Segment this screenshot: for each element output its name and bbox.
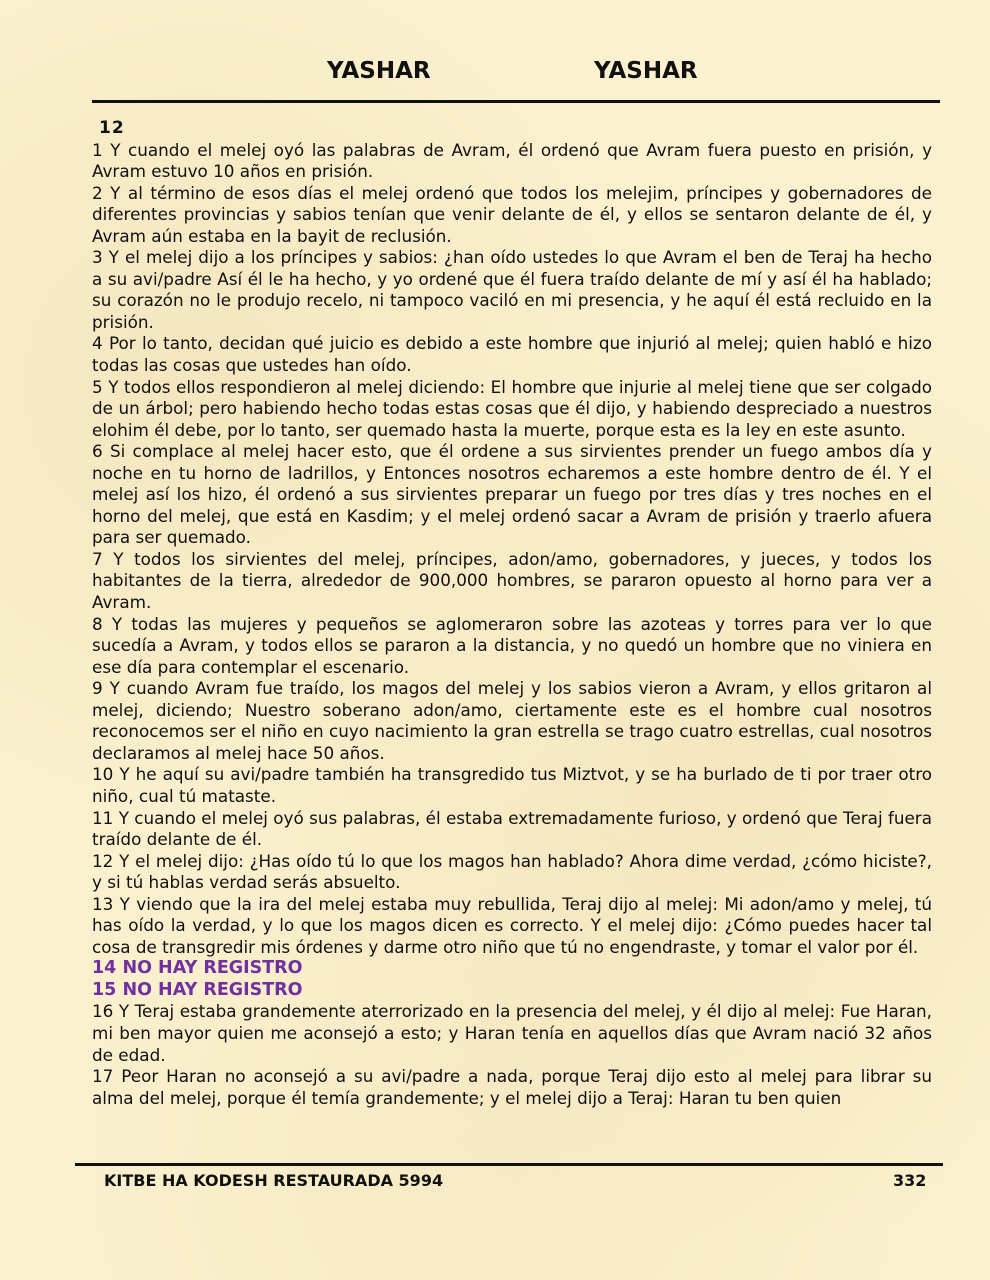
header-title-left: YASHAR <box>327 58 431 84</box>
verse: 16 Y Teraj estaba grandemente aterrorizado en la presencia del melej, y él dijo al melej: Fue Haran, mi ben mayor quien me aconsejó a esto; y Haran tenía en aquellos días que Avram nació 32 años de edad. <box>92 1001 932 1065</box>
page-header <box>0 58 990 92</box>
verse: 10 Y he aquí su avi/padre también ha transgredido tus Miztvot, y se ha burlado de ti por traer otro niño, cual tú mataste. <box>92 764 932 806</box>
page-number: 332 <box>893 1171 927 1190</box>
no-record-notice: 14 NO HAY REGISTRO <box>92 958 303 979</box>
verse: 7 Y todos los sirvientes del melej, príncipes, adon/amo, gobernadores, y jueces, y todos los habitantes de la tierra, alrededor de 900,000 hombres, se pararon opuesto al horno para ver a Avram. <box>92 548 932 613</box>
verse: 4 Por lo tanto, decidan qué juicio es debido a este hombre que injurió al melej; quien habló e hizo todas las cosas que ustedes han oído. <box>92 333 932 376</box>
footer-divider <box>75 1163 943 1166</box>
verse: 12 Y el melej dijo: ¿Has oído tú lo que los magos han hablado? Ahora dime verdad, ¿cómo hiciste?, y si tú hablas verdad serás absuelto. <box>92 850 932 893</box>
verse: 3 Y el melej dijo a los príncipes y sabios: ¿han oído ustedes lo que Avram el ben de Teraj ha hecho a su avi/padre Así él le ha hecho, y yo ordené que él fuera traído delante de mí y así él ha hablado; su corazón no le produjo recelo, ni tampoco vaciló en mi presencia, y he aquí él está recluido en la prisión. <box>92 247 932 332</box>
verse: 1 Y cuando el melej oyó las palabras de Avram, él ordenó que Avram fuera puesto en prisión, y Avram estuvo 10 años en prisión. <box>92 139 932 182</box>
chapter-number: 12 <box>99 118 125 138</box>
verse: 5 Y todos ellos respondieron al melej diciendo: El hombre que injurie al melej tiene que ser colgado de un árbol; pero habiendo hecho todas estas cosas que él dijo, y habiendo despreciado a nuestros elohim él debe, por lo tanto, ser quemado hasta la muerte, porque esta es la ley en este asunto. <box>92 376 932 440</box>
header-title-right: YASHAR <box>594 58 698 84</box>
header-divider <box>92 100 940 103</box>
no-record-notice: 15 NO HAY REGISTRO <box>92 979 303 1000</box>
verse: 6 Si complace al melej hacer esto, que él ordene a sus sirvientes prender un fuego ambos día y noche en tu horno de ladrillos, y Entonces nosotros echaremos a este hombre dentro de él. Y el melej así los hizo, él ordenó a sus sirvientes preparar un fuego por tres días y tres noches en el horno del melej, que está en Kasdim; y el melej ordenó sacar a Avram de prisión y traerlo afuera para ser quemado. <box>92 441 932 548</box>
verse: 9 Y cuando Avram fue traído, los magos del melej y los sabios vieron a Avram, y ellos gritaron al melej, diciendo; Nuestro soberano adon/amo, ciertamente este es el hombre cual nosotros reconocemos ser el niño en cuyo nacimiento la gran estrella se trago cuatro estrellas, cual nosotros declaramos al melej hace 50 años. <box>92 678 932 763</box>
verse: 2 Y al término de esos días el melej ordenó que todos los melejim, príncipes y gobernadores de diferentes provincias y sabios tenían que venir delante de él, y ellos se sentaron delante de él, y Avram aún estaba en la bayit de reclusión. <box>92 182 932 246</box>
footer-book-title: KITBE HA KODESH RESTAURADA 5994 <box>104 1171 444 1190</box>
chapter-content <box>92 118 932 1158</box>
verse: 8 Y todas las mujeres y pequeños se aglomeraron sobre las azoteas y torres para ver lo que sucedía a Avram, y todos ellos se pararon a la distancia, y no quedó un hombre que no viniera en ese día para contemplar el escenario. <box>92 613 932 677</box>
verse: 13 Y viendo que la ira del melej estaba muy rebullida, Teraj dijo al melej: Mi adon/amo y melej, tú has oído la verdad, y lo que los magos dicen es correcto. Y el melej dijo: ¿Cómo puedes hacer tal cosa de transgredir mis órdenes y darme otro niño que tú no engendraste, y tomar el valor por él. <box>92 893 932 957</box>
verse: 17 Peor Haran no aconsejó a su avi/padre a nada, porque Teraj dijo esto al melej para librar su alma del melej, porque él temía grandemente; y el melej dijo a Teraj: Haran tu ben quien <box>92 1066 932 1108</box>
verse: 11 Y cuando el melej oyó sus palabras, él estaba extremadamente furioso, y ordenó que Teraj fuera traído delante de él. <box>92 807 932 850</box>
